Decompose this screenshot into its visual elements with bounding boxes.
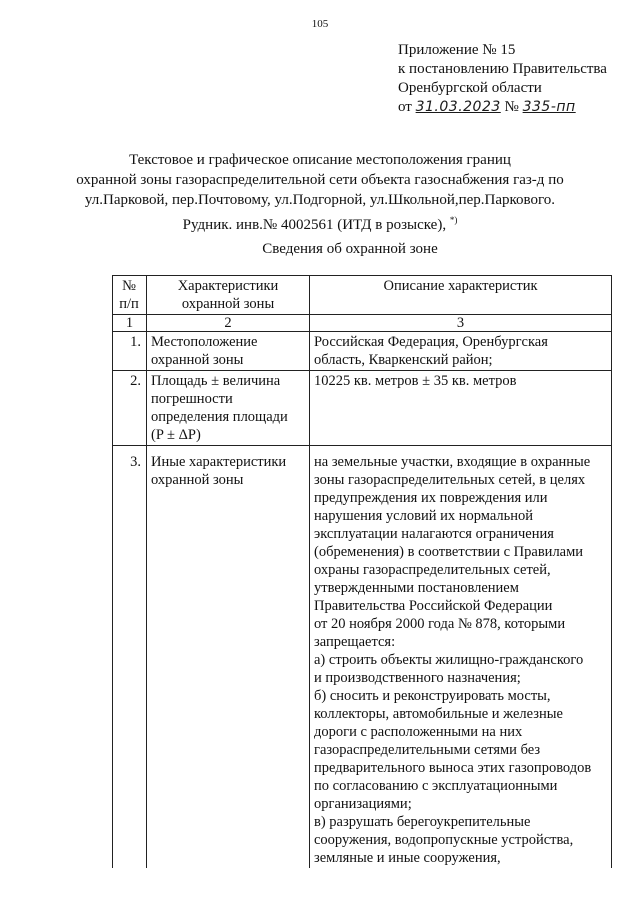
appendix-block: [398, 41, 607, 117]
page-number: 105: [311, 18, 329, 30]
zone-info-table: [112, 275, 612, 868]
row-description-line: организациями;: [314, 796, 412, 812]
row-characteristic-line: погрешности: [151, 391, 233, 407]
row-characteristic-line: определения площади: [151, 409, 288, 425]
column-number-2: 2: [147, 315, 310, 332]
appendix-title: Приложение № 15: [398, 42, 516, 58]
row-number: 3.: [113, 446, 147, 869]
title-line-1: Текстовое и графическое описание местоположения границ: [129, 152, 511, 168]
row-description-line: дороги с расположенными на них: [314, 724, 523, 740]
row-characteristic-line: охранной зоны: [151, 472, 244, 488]
row-number: 2.: [113, 371, 147, 446]
row-description-line: Российская Федерация, Оренбургская: [314, 334, 548, 350]
appendix-number-label: №: [504, 99, 519, 115]
row-description: [310, 446, 612, 869]
row-description-line: область, Кваркенский район;: [314, 352, 493, 368]
header-char-line-1: Характеристики: [177, 278, 279, 294]
row-characteristic-line: Иные характеристики: [151, 454, 287, 470]
row-description-line: от 20 ноября 2000 года № 878, которыми: [314, 616, 566, 632]
row-characteristic: [147, 332, 310, 371]
row-number: 1.: [113, 332, 147, 371]
header-description: Описание характеристик: [310, 276, 612, 315]
column-numbers-row: [113, 315, 612, 332]
row-description: [310, 332, 612, 371]
title-line-4: [60, 210, 580, 235]
section-subtitle: Сведения об охранной зоне: [262, 241, 438, 257]
row-description: [310, 371, 612, 446]
row-description-line: 10225 кв. метров ± 35 кв. метров: [314, 373, 517, 389]
row-description-line: сооружения, водопропускные устройства,: [314, 832, 574, 848]
row-description-line: б) сносить и реконструировать мосты,: [314, 688, 551, 704]
row-description-line: и производственного назначения;: [314, 670, 521, 686]
row-description-line: Правительства Российской Федерации: [314, 598, 553, 614]
row-description-line: нарушения условий их нормальной: [314, 508, 534, 524]
row-description-line: запрещается:: [314, 634, 396, 650]
appendix-from-label: от: [398, 99, 412, 115]
column-number-1: 1: [113, 315, 147, 332]
footnote-mark: *): [449, 215, 458, 225]
row-characteristic-line: охранной зоны: [151, 352, 244, 368]
appendix-date-line: [398, 98, 607, 117]
appendix-region: Оренбургской области: [398, 80, 542, 96]
row-description-line: предупреждения их повреждения или: [314, 490, 548, 506]
appendix-number: 335-пп: [522, 99, 576, 115]
table-row: [113, 371, 612, 446]
column-number-3: 3: [310, 315, 612, 332]
row-description-line: предварительного выноса этих газопроводов: [314, 760, 592, 776]
row-description-line: на земельные участки, входящие в охранные: [314, 454, 591, 470]
row-description-line: зоны газораспределительных сетей, в целях: [314, 472, 586, 488]
appendix-resolution: к постановлению Правительства: [398, 61, 607, 77]
document-title: [60, 150, 580, 235]
row-description-line: охраны газораспределительных сетей,: [314, 562, 551, 578]
title-line-2: охранной зоны газораспределительной сети объекта газоснабжения газ-д по: [76, 172, 564, 188]
title-line-4-text: Рудник. инв.№ 4002561 (ИТД в розыске),: [182, 217, 447, 233]
row-description-line: эксплуатации налагаются ограничения: [314, 526, 554, 542]
row-characteristic-line: (P ± ΔP): [151, 427, 201, 443]
row-description-line: а) строить объекты жилищно-гражданского: [314, 652, 584, 668]
row-description-line: земляные и иные сооружения,: [314, 850, 501, 866]
table-row: [113, 332, 612, 371]
header-characteristics: [147, 276, 310, 315]
table-header-row: [113, 276, 612, 315]
header-num-line-2: п/п: [119, 296, 139, 312]
row-characteristic: [147, 446, 310, 869]
row-characteristic-line: Местоположение: [151, 334, 258, 350]
row-characteristic-line: Площадь ± величина: [151, 373, 281, 389]
row-description-line: утвержденными постановлением: [314, 580, 519, 596]
row-description-line: (обременения) в соответствии с Правилами: [314, 544, 584, 560]
header-num-line-1: №: [122, 278, 136, 294]
appendix-date: 31.03.2023: [415, 99, 501, 115]
row-characteristic: [147, 371, 310, 446]
row-description-line: в) разрушать берегоукрепительные: [314, 814, 531, 830]
row-description-line: газораспределительными сетями без: [314, 742, 541, 758]
title-line-3: ул.Парковой, пер.Почтовому, ул.Подгорной, ул.Школьной,пер.Паркового.: [84, 192, 556, 208]
header-num: [113, 276, 147, 315]
header-char-line-2: охранной зоны: [181, 296, 275, 312]
row-description-line: коллекторы, автомобильные и железные: [314, 706, 563, 722]
table-row: [113, 446, 612, 869]
row-description-line: по согласованию с эксплуатационными: [314, 778, 558, 794]
